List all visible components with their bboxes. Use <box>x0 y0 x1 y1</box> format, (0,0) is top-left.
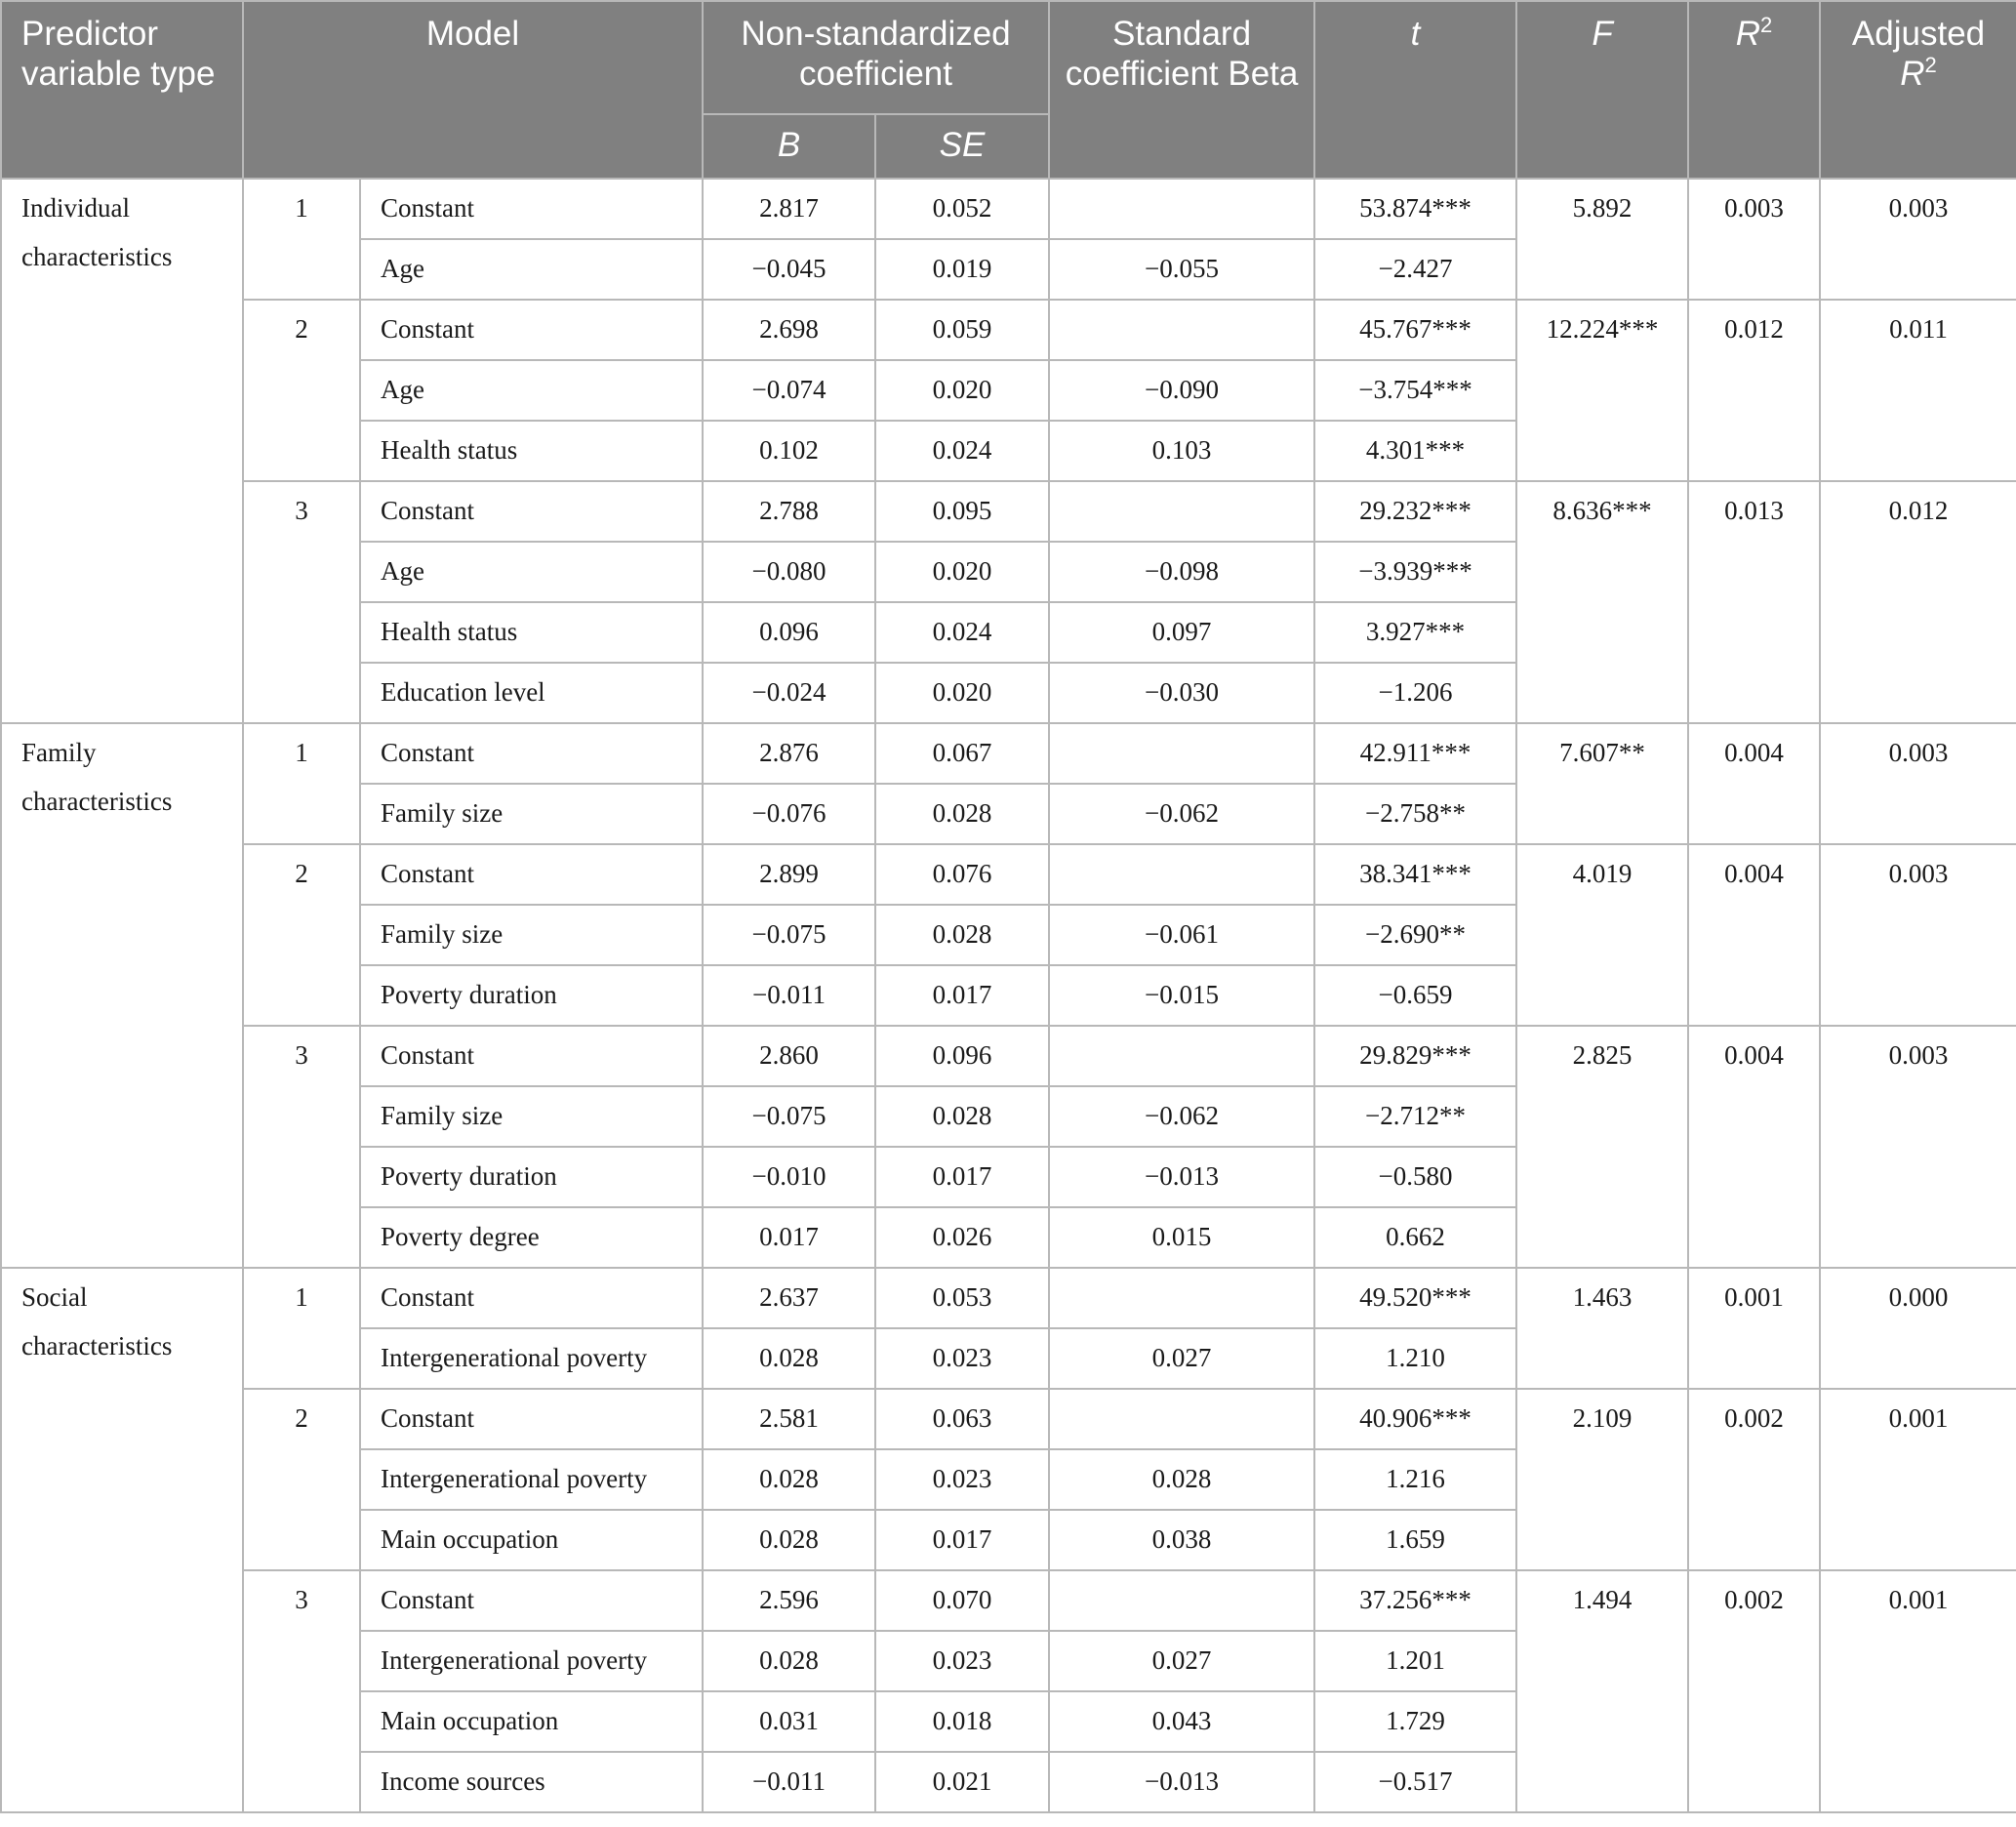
beta-cell: 0.097 <box>1049 602 1314 663</box>
model-number-cell: 2 <box>243 300 360 481</box>
variable-name-cell: Intergenerational poverty <box>360 1328 703 1389</box>
b-cell: 2.817 <box>703 179 875 239</box>
se-cell: 0.017 <box>875 965 1049 1026</box>
variable-name-cell: Main occupation <box>360 1510 703 1570</box>
r-squared-cell: 0.003 <box>1688 179 1820 300</box>
t-cell: −3.939*** <box>1314 542 1516 602</box>
f-cell: 4.019 <box>1516 844 1688 1026</box>
beta-cell: 0.028 <box>1049 1449 1314 1510</box>
t-cell: −2.690** <box>1314 905 1516 965</box>
t-cell: 3.927*** <box>1314 602 1516 663</box>
b-cell: −0.011 <box>703 1752 875 1812</box>
r-squared-cell: 0.013 <box>1688 481 1820 723</box>
table-row <box>1 1026 2016 1086</box>
variable-name-cell: Constant <box>360 179 703 239</box>
b-cell: 0.028 <box>703 1631 875 1691</box>
adjusted-r-squared-cell: 0.001 <box>1820 1389 2016 1570</box>
t-cell: 38.341*** <box>1314 844 1516 905</box>
header-b: B <box>703 114 875 179</box>
model-number-cell: 1 <box>243 723 360 844</box>
adjusted-r-squared-cell: 0.003 <box>1820 179 2016 300</box>
t-cell: 1.729 <box>1314 1691 1516 1752</box>
beta-cell: −0.098 <box>1049 542 1314 602</box>
table-row <box>1 1268 2016 1328</box>
model-number-cell: 3 <box>243 481 360 723</box>
header-t: t <box>1314 1 1516 179</box>
beta-cell <box>1049 300 1314 360</box>
variable-name-cell: Age <box>360 542 703 602</box>
beta-cell: 0.027 <box>1049 1631 1314 1691</box>
variable-name-cell: Constant <box>360 1570 703 1631</box>
se-cell: 0.020 <box>875 360 1049 421</box>
b-cell: 2.581 <box>703 1389 875 1449</box>
se-cell: 0.019 <box>875 239 1049 300</box>
beta-cell: 0.015 <box>1049 1207 1314 1268</box>
se-cell: 0.017 <box>875 1147 1049 1207</box>
t-cell: 1.210 <box>1314 1328 1516 1389</box>
variable-name-cell: Family size <box>360 1086 703 1147</box>
se-cell: 0.063 <box>875 1389 1049 1449</box>
t-cell: −2.758** <box>1314 784 1516 844</box>
r-squared-cell: 0.004 <box>1688 1026 1820 1268</box>
se-cell: 0.020 <box>875 663 1049 723</box>
beta-cell: −0.061 <box>1049 905 1314 965</box>
beta-cell <box>1049 723 1314 784</box>
variable-name-cell: Age <box>360 239 703 300</box>
beta-cell <box>1049 179 1314 239</box>
b-cell: 0.096 <box>703 602 875 663</box>
variable-name-cell: Education level <box>360 663 703 723</box>
table-row <box>1 300 2016 360</box>
table-row <box>1 1570 2016 1631</box>
beta-cell: 0.103 <box>1049 421 1314 481</box>
t-cell: −1.206 <box>1314 663 1516 723</box>
se-cell: 0.070 <box>875 1570 1049 1631</box>
b-cell: 0.028 <box>703 1510 875 1570</box>
beta-cell <box>1049 844 1314 905</box>
se-cell: 0.023 <box>875 1631 1049 1691</box>
table-body <box>1 179 2016 1812</box>
header-f: F <box>1516 1 1688 179</box>
b-cell: 2.860 <box>703 1026 875 1086</box>
t-cell: 29.829*** <box>1314 1026 1516 1086</box>
beta-cell: −0.062 <box>1049 784 1314 844</box>
t-cell: 37.256*** <box>1314 1570 1516 1631</box>
table-header <box>1 1 2016 179</box>
r-squared-cell: 0.004 <box>1688 844 1820 1026</box>
variable-name-cell: Constant <box>360 1389 703 1449</box>
f-cell: 2.109 <box>1516 1389 1688 1570</box>
adjusted-r-squared-cell: 0.011 <box>1820 300 2016 481</box>
adjusted-r-squared-cell: 0.003 <box>1820 723 2016 844</box>
beta-cell: 0.027 <box>1049 1328 1314 1389</box>
adjusted-r-squared-cell: 0.003 <box>1820 1026 2016 1268</box>
se-cell: 0.018 <box>875 1691 1049 1752</box>
se-cell: 0.023 <box>875 1328 1049 1389</box>
se-cell: 0.020 <box>875 542 1049 602</box>
t-cell: −0.580 <box>1314 1147 1516 1207</box>
b-cell: 2.698 <box>703 300 875 360</box>
adjusted-r-squared-cell: 0.001 <box>1820 1570 2016 1812</box>
t-cell: 45.767*** <box>1314 300 1516 360</box>
se-cell: 0.028 <box>875 784 1049 844</box>
header-nonstandardized-coefficient: Non-standardized coefficient <box>703 1 1049 114</box>
b-cell: 0.031 <box>703 1691 875 1752</box>
se-cell: 0.096 <box>875 1026 1049 1086</box>
b-cell: −0.010 <box>703 1147 875 1207</box>
variable-name-cell: Age <box>360 360 703 421</box>
b-cell: 0.102 <box>703 421 875 481</box>
se-cell: 0.059 <box>875 300 1049 360</box>
beta-cell <box>1049 481 1314 542</box>
table-row <box>1 179 2016 239</box>
f-cell: 1.494 <box>1516 1570 1688 1812</box>
b-cell: −0.045 <box>703 239 875 300</box>
se-cell: 0.026 <box>875 1207 1049 1268</box>
header-r-squared: $R^2$ <box>1688 1 1820 179</box>
t-cell: −0.517 <box>1314 1752 1516 1812</box>
beta-cell: −0.062 <box>1049 1086 1314 1147</box>
variable-name-cell: Family size <box>360 784 703 844</box>
b-cell: 0.028 <box>703 1328 875 1389</box>
t-cell: −0.659 <box>1314 965 1516 1026</box>
adjusted-r-squared-cell: 0.012 <box>1820 481 2016 723</box>
variable-name-cell: Family size <box>360 905 703 965</box>
b-cell: 2.637 <box>703 1268 875 1328</box>
t-cell: 1.201 <box>1314 1631 1516 1691</box>
header-standard-coefficient-beta: Standard coefficient Beta <box>1049 1 1314 179</box>
beta-cell: −0.090 <box>1049 360 1314 421</box>
b-cell: 2.899 <box>703 844 875 905</box>
b-cell: −0.074 <box>703 360 875 421</box>
t-cell: 1.216 <box>1314 1449 1516 1510</box>
f-cell: 7.607** <box>1516 723 1688 844</box>
table-row <box>1 1389 2016 1449</box>
se-cell: 0.076 <box>875 844 1049 905</box>
t-cell: −2.427 <box>1314 239 1516 300</box>
r-squared-cell: 0.004 <box>1688 723 1820 844</box>
variable-name-cell: Poverty duration <box>360 1147 703 1207</box>
r-squared-cell: 0.002 <box>1688 1570 1820 1812</box>
f-cell: 12.224*** <box>1516 300 1688 481</box>
table-row <box>1 844 2016 905</box>
t-cell: −3.754*** <box>1314 360 1516 421</box>
beta-cell: −0.030 <box>1049 663 1314 723</box>
variable-name-cell: Poverty degree <box>360 1207 703 1268</box>
variable-name-cell: Health status <box>360 421 703 481</box>
b-cell: −0.076 <box>703 784 875 844</box>
f-cell: 8.636*** <box>1516 481 1688 723</box>
beta-cell: −0.055 <box>1049 239 1314 300</box>
beta-cell <box>1049 1389 1314 1449</box>
t-cell: 4.301*** <box>1314 421 1516 481</box>
t-cell: 0.662 <box>1314 1207 1516 1268</box>
r-squared-cell: 0.012 <box>1688 300 1820 481</box>
b-cell: −0.075 <box>703 1086 875 1147</box>
beta-cell <box>1049 1268 1314 1328</box>
beta-cell: 0.043 <box>1049 1691 1314 1752</box>
model-number-cell: 3 <box>243 1570 360 1812</box>
se-cell: 0.095 <box>875 481 1049 542</box>
variable-name-cell: Constant <box>360 1026 703 1086</box>
t-cell: 1.659 <box>1314 1510 1516 1570</box>
se-cell: 0.021 <box>875 1752 1049 1812</box>
variable-name-cell: Income sources <box>360 1752 703 1812</box>
beta-cell: −0.013 <box>1049 1752 1314 1812</box>
variable-name-cell: Constant <box>360 300 703 360</box>
t-cell: 53.874*** <box>1314 179 1516 239</box>
b-cell: −0.011 <box>703 965 875 1026</box>
se-cell: 0.024 <box>875 421 1049 481</box>
t-cell: 42.911*** <box>1314 723 1516 784</box>
se-cell: 0.053 <box>875 1268 1049 1328</box>
b-cell: −0.075 <box>703 905 875 965</box>
header-se: SE <box>875 114 1049 179</box>
b-cell: 2.788 <box>703 481 875 542</box>
b-cell: 2.876 <box>703 723 875 784</box>
predictor-type-cell: Social characteristics <box>1 1268 243 1812</box>
beta-cell <box>1049 1570 1314 1631</box>
f-cell: 2.825 <box>1516 1026 1688 1268</box>
b-cell: −0.080 <box>703 542 875 602</box>
se-cell: 0.024 <box>875 602 1049 663</box>
variable-name-cell: Intergenerational poverty <box>360 1631 703 1691</box>
beta-cell: −0.013 <box>1049 1147 1314 1207</box>
variable-name-cell: Constant <box>360 481 703 542</box>
f-cell: 1.463 <box>1516 1268 1688 1389</box>
variable-name-cell: Intergenerational poverty <box>360 1449 703 1510</box>
header-predictor-type: Predictor variable type <box>1 1 243 179</box>
t-cell: −2.712** <box>1314 1086 1516 1147</box>
model-number-cell: 2 <box>243 1389 360 1570</box>
f-cell: 5.892 <box>1516 179 1688 300</box>
b-cell: 2.596 <box>703 1570 875 1631</box>
beta-cell: −0.015 <box>1049 965 1314 1026</box>
t-cell: 49.520*** <box>1314 1268 1516 1328</box>
se-cell: 0.052 <box>875 179 1049 239</box>
variable-name-cell: Poverty duration <box>360 965 703 1026</box>
se-cell: 0.067 <box>875 723 1049 784</box>
variable-name-cell: Main occupation <box>360 1691 703 1752</box>
se-cell: 0.017 <box>875 1510 1049 1570</box>
beta-cell: 0.038 <box>1049 1510 1314 1570</box>
model-number-cell: 2 <box>243 844 360 1026</box>
se-cell: 0.028 <box>875 1086 1049 1147</box>
r-squared-cell: 0.001 <box>1688 1268 1820 1389</box>
beta-cell <box>1049 1026 1314 1086</box>
b-cell: 0.028 <box>703 1449 875 1510</box>
predictor-type-cell: Individual characteristics <box>1 179 243 723</box>
header-model: Model <box>243 1 703 179</box>
b-cell: 0.017 <box>703 1207 875 1268</box>
t-cell: 40.906*** <box>1314 1389 1516 1449</box>
variable-name-cell: Constant <box>360 1268 703 1328</box>
predictor-type-cell: Family characteristics <box>1 723 243 1268</box>
adjusted-r-squared-cell: 0.000 <box>1820 1268 2016 1389</box>
adjusted-r-squared-cell: 0.003 <box>1820 844 2016 1026</box>
variable-name-cell: Constant <box>360 844 703 905</box>
se-cell: 0.023 <box>875 1449 1049 1510</box>
header-adjusted-r-squared: Adjusted $R^2$ <box>1820 1 2016 179</box>
model-number-cell: 1 <box>243 179 360 300</box>
model-number-cell: 1 <box>243 1268 360 1389</box>
t-cell: 29.232*** <box>1314 481 1516 542</box>
table-row <box>1 723 2016 784</box>
se-cell: 0.028 <box>875 905 1049 965</box>
variable-name-cell: Health status <box>360 602 703 663</box>
model-number-cell: 3 <box>243 1026 360 1268</box>
variable-name-cell: Constant <box>360 723 703 784</box>
r-squared-cell: 0.002 <box>1688 1389 1820 1570</box>
table-row <box>1 481 2016 542</box>
b-cell: −0.024 <box>703 663 875 723</box>
